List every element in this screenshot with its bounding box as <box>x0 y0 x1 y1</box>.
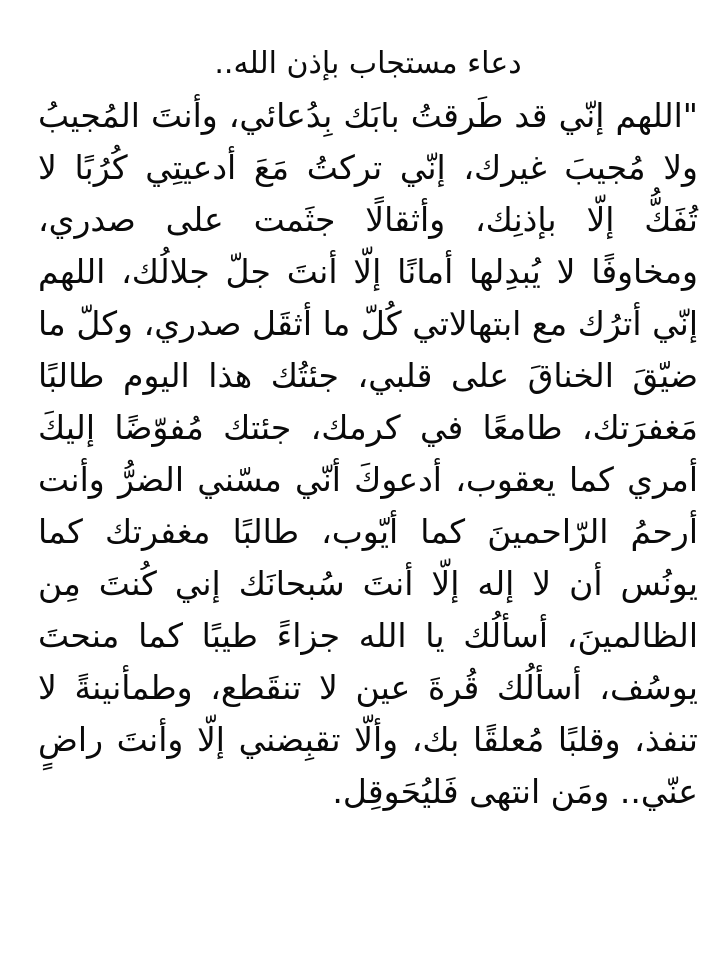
text-line-13: تنفذ، وقلبًا مُعلقًا بك، وألّا تقبِضني إلّا وأنتَ راضٍ <box>38 720 698 759</box>
text-line-9: أرحمُ الرّاحمينَ كما أيّوب، طالبًا مغفرتك كما <box>38 512 698 551</box>
text-line-3: تُفَكُّ إلّا بإذنِك، وأثقالًا جثَمت على صدري، <box>38 200 698 239</box>
text-line-8: أمري كما يعقوب، أدعوكَ أنّي مسّني الضرُّ وأنت <box>38 460 698 499</box>
text-line-11: الظالمينَ، أسألُك يا الله جزاءً طيبًا كما منحتَ <box>38 616 698 655</box>
text-line-4: ومخاوفًا لا يُبدِلها أمانًا إلّا أنتَ جلّ جلالُك، اللهم <box>38 252 698 291</box>
prayer-text <box>38 38 698 818</box>
document-title: دعاء مستجاب بإذن الله.. <box>214 46 522 81</box>
text-line-2: ولا مُجيبَ غيرك، إنّي تركتُ مَعَ أدعيتِي كُرُبًا لا <box>38 148 698 187</box>
text-line-5: إنّي أترُك مع ابتهالاتي كُلّ ما أثقَل صدري، وكلّ ما <box>38 304 698 343</box>
text-line-7: مَغفرَتك، طامعًا في كرمك، جئتك مُفوّضًا إليكَ <box>38 408 698 447</box>
text-line-10: يونُس أن لا إله إلّا أنتَ سُبحانَك إني كُنتَ مِن <box>38 564 698 603</box>
text-line-12: يوسُف، أسألُك قُرةَ عين لا تنقَطع، وطمأنينةً لا <box>38 668 698 707</box>
text-line-14: عنّي.. ومَن انتهى فَليُحَوقِل. <box>332 772 698 811</box>
text-line-6: ضيّقَ الخناقَ على قلبي، جئتُك هذا اليوم طالبًا <box>38 356 698 395</box>
text-line-1: "اللهم إنّي قد طَرقتُ بابَك بِدُعائي، وأنتَ المُجيبُ <box>38 96 698 135</box>
